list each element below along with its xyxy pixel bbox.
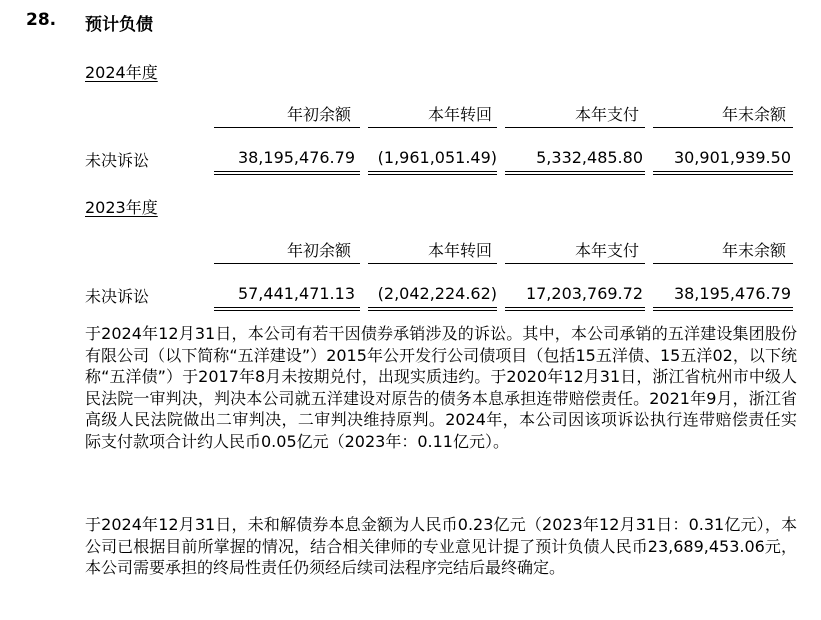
total-double-rule xyxy=(214,307,360,308)
total-double-rule xyxy=(653,171,793,172)
total-double-rule xyxy=(653,174,793,175)
total-double-rule xyxy=(653,310,793,311)
column-header-payment: 本年支付 xyxy=(574,241,639,260)
column-header-reversal: 本年转回 xyxy=(427,105,492,124)
table-cell: 17,203,769.72 xyxy=(525,284,643,303)
total-double-rule xyxy=(653,307,793,308)
table-cell: (1,961,051.49) xyxy=(377,148,497,167)
table-cell: 30,901,939.50 xyxy=(673,148,791,167)
section-title: 预计负债 xyxy=(85,15,153,35)
total-double-rule xyxy=(505,310,645,311)
column-header-closing-balance: 年末余额 xyxy=(721,241,786,260)
header-rule xyxy=(214,127,360,128)
table-cell: 38,195,476.79 xyxy=(673,284,791,303)
table-cell: (2,042,224.62) xyxy=(377,284,497,303)
header-rule xyxy=(505,263,645,264)
total-double-rule xyxy=(214,310,360,311)
year-heading-2023: 2023年度 xyxy=(85,198,158,217)
column-header-opening-balance: 年初余额 xyxy=(286,241,351,260)
total-double-rule xyxy=(214,174,360,175)
total-double-rule xyxy=(368,174,497,175)
row-label: 未决诉讼 xyxy=(85,287,150,306)
total-double-rule xyxy=(505,174,645,175)
table-cell: 38,195,476.79 xyxy=(237,148,355,167)
total-double-rule xyxy=(368,310,497,311)
total-double-rule xyxy=(214,171,360,172)
column-header-opening-balance: 年初余额 xyxy=(286,105,351,124)
header-rule xyxy=(505,127,645,128)
column-header-payment: 本年支付 xyxy=(574,105,639,124)
table-cell: 57,441,471.13 xyxy=(237,284,355,303)
year-heading-2024: 2024年度 xyxy=(85,63,158,82)
row-label: 未决诉讼 xyxy=(85,151,150,170)
table-cell: 5,332,485.80 xyxy=(536,148,643,167)
header-rule xyxy=(368,127,497,128)
header-rule xyxy=(653,127,793,128)
total-double-rule xyxy=(368,171,497,172)
provision-description-paragraph: 于2024年12月31日，未和解债券本息金额为人民币0.23亿元（2023年12月31日：0.31亿元），本公司已根据目前所掌握的情况，结合相关律师的专业意见计提了预计负债人民币23,689,453.06元，本公司需要承担的终局性责任仍须经后续司法程序完结后最终确定。 xyxy=(85,515,797,577)
header-rule xyxy=(653,263,793,264)
litigation-description-paragraph: 于2024年12月31日，本公司有若干因债券承销涉及的诉讼。其中，本公司承销的五洋建设集团股份有限公司（以下简称“五洋建设”）2015年公开发行公司债项目（包括15五洋债、15五洋02，以下统称“五洋债”）于2017年8月未按期兑付，出现实质违约。于2020年12月31日，浙江省杭州市中级人民法院一审判决，判决本公司就五洋建设对原告的债务本息承担连带赔偿责任。2021年9月，浙江省高级人民法院做出二审判决，二审判决维持原判。2024年，本公司因该项诉讼执行连带赔偿责任实际支付款项合计约人民币0.05亿元（2023年：0.11亿元）。 xyxy=(85,324,797,451)
total-double-rule xyxy=(505,307,645,308)
total-double-rule xyxy=(368,307,497,308)
header-rule xyxy=(368,263,497,264)
column-header-reversal: 本年转回 xyxy=(427,241,492,260)
header-rule xyxy=(214,263,360,264)
total-double-rule xyxy=(505,171,645,172)
section-number: 28. xyxy=(26,10,57,30)
column-header-closing-balance: 年末余额 xyxy=(721,105,786,124)
